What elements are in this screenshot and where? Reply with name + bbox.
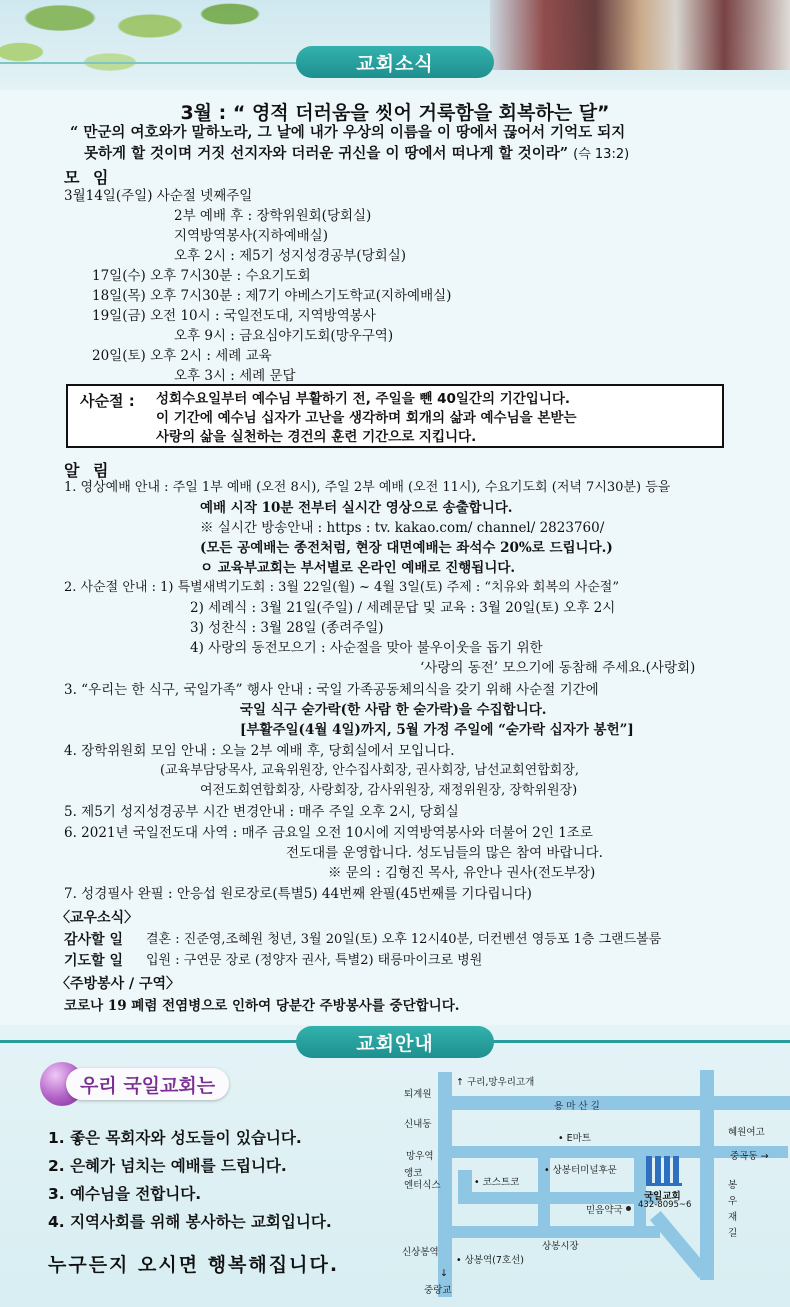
label-guri: [456, 1074, 534, 1088]
label-pharmacy: 믿음약국: [586, 1205, 623, 1216]
lent-label: 사순절 :: [80, 392, 135, 410]
lent-line: 성회수요일부터 예수님 부활하기 전, 주일을 뺀 40일간의 기간입니다.: [156, 391, 571, 407]
gathering-line: 18일(목) 오후 7시30분 : 제7기 야베스기도학교(지하예배실): [92, 288, 452, 304]
notice-line: 3) 성찬식 : 3월 28일 (종려주일): [190, 620, 384, 636]
notice-line: (교육부담당목사, 교육위원장, 안수집사회장, 권사회장, 남선교회연합회장,: [160, 763, 580, 778]
intro-item: 4. 지역사회를 위해 봉사하는 교회입니다.: [48, 1213, 332, 1231]
church-building-icon: [646, 1156, 682, 1186]
label-toegyewon: 퇴계원: [404, 1089, 432, 1100]
verse-reference: (슥 13:2): [573, 147, 630, 162]
prayer-text: 입원 : 구연문 장로 (정양자 권사, 특별2) 태릉마이크로 병원: [146, 953, 483, 968]
notice-line: 7. 성경필사 완필 : 안응섭 원로장로(특별5) 44번째 완필(45번째를 기다립니다): [64, 886, 532, 902]
gathering-title: 모 임: [64, 168, 113, 187]
month-theme: 3월 : “ 영적 더러움을 씻어 거룩함을 회복하는 달”: [180, 102, 610, 124]
label-sangbong: • 상봉역(7호선): [456, 1255, 524, 1266]
notice-line: 국일 식구 숟가락(한 사람 한 숟가락)을 수집합니다.: [240, 702, 547, 718]
notice-line: 4. 장학위원회 모임 안내 : 오늘 2부 예배 후, 당회실에서 모입니다.: [64, 743, 455, 759]
gathering-line: 오후 2시 : 제5기 성지성경공부(당회실): [174, 248, 406, 264]
label-sinsangbong: 신상봉역: [402, 1247, 439, 1258]
gathering-line: 17일(수) 오후 7시30분 : 수요기도회: [92, 268, 311, 284]
gathering-line: 20일(토) 오후 2시 : 세례 교육: [92, 348, 272, 364]
label-yongmasan: 용 마 산 길: [554, 1101, 600, 1112]
arrow-up-icon: ↑: [456, 1077, 464, 1088]
notices-title: 알 림: [64, 461, 113, 480]
thanks-label: 감사할 일: [64, 932, 123, 948]
location-dot: [626, 1206, 631, 1211]
location-map: [398, 1060, 790, 1307]
gathering-line: 19일(금) 오전 10시 : 국일전도대, 지역방역봉사: [92, 308, 376, 324]
label-mangu: 망우역: [406, 1151, 434, 1162]
choir-photo: [490, 0, 790, 70]
notice-line: ‘사랑의 동전’ 모으기에 동참해 주세요.(사랑회): [420, 660, 696, 676]
label-emart: • E마트: [558, 1133, 591, 1144]
label-costco: • 코스트코: [474, 1177, 520, 1188]
verse-line-2: 못하게 할 것이며 거짓 선지자와 더러운 귀신을 이 땅에서 떠나게 할 것이라”: [84, 145, 569, 162]
notice-line: 5. 제5기 성지성경공부 시간 변경안내 : 매주 주일 오후 2시, 당회실: [64, 804, 459, 820]
road-yongmasan: [438, 1096, 790, 1110]
notice-line: ※ 문의 : 김형진 목사, 유안나 권사(전도부장): [328, 865, 596, 881]
kitchen-text: 코로나 19 폐렴 전염병으로 인하여 당분간 주방봉사를 중단합니다.: [64, 998, 460, 1014]
label-junggok-text: 중곡동: [730, 1151, 758, 1162]
intro-item: 3. 예수님을 전합니다.: [48, 1185, 202, 1203]
arrow-right-icon: →: [760, 1151, 769, 1162]
divider: [0, 62, 300, 64]
notice-line: 여전도회연합회장, 사랑회장, 감사위원장, 재정위원장, 장학위원장): [200, 783, 578, 798]
notice-line: 예배 시작 10분 전부터 실시간 영상으로 송출합니다.: [200, 500, 513, 516]
label-encore: 앵코 엔터식스: [404, 1168, 441, 1191]
notice-line: 4) 사랑의 동전모으기 : 사순절을 맞아 불우이웃을 돕기 위한: [190, 640, 543, 656]
bible-verse: [70, 122, 750, 165]
intro-item: 2. 은혜가 넘치는 예배를 드립니다.: [48, 1157, 287, 1175]
notice-line: ㅇ 교육부교회는 부서별로 온라인 예배로 진행됩니다.: [200, 560, 516, 576]
label-phone: 432-8095~6: [638, 1200, 692, 1210]
intro-item: 1. 좋은 목회자와 성도들이 있습니다.: [48, 1129, 302, 1147]
kitchen-title: 〈주방봉사 / 구역〉: [56, 976, 181, 992]
section-title-news: 교회소식: [296, 46, 494, 78]
road-lower: [458, 1192, 658, 1204]
road-bottom: [438, 1226, 660, 1238]
label-bonguje: 봉 우 재 길: [728, 1180, 738, 1239]
notice-line: ※ 실시간 방송안내 : https : tv. kakao.com/ channel/ 2823760/: [200, 520, 605, 536]
notice-line: 3. “우리는 한 식구, 국일가족” 행사 안내 : 국일 가족공동체의식을 갖기 위해 사순절 기간에: [64, 682, 599, 698]
gathering-line: 오후 3시 : 세례 문답: [174, 368, 296, 384]
notice-line: [부활주일(4월 4일)까지, 5월 가정 주일에 “숟가락 십자가 봉헌”]: [240, 722, 634, 738]
label-guri-text: 구리,망우리고개: [467, 1077, 535, 1088]
notice-line: 전도대를 운영합니다. 성도님들의 많은 참여 바랍니다.: [286, 845, 603, 861]
notice-line: (모든 공예배는 종전처럼, 현장 대면예배는 좌석수 20%로 드립니다.): [200, 540, 613, 556]
members-title: 〈교우소식〉: [56, 910, 139, 926]
lent-line: 사랑의 삶을 실천하는 경건의 훈련 기간으로 지킵니다.: [156, 429, 477, 445]
label-market: 상봉시장: [542, 1241, 579, 1252]
gathering-line: 오후 9시 : 금요심야기도회(망우구역): [174, 328, 394, 344]
prayer-label: 기도할 일: [64, 953, 123, 969]
arrow-down-icon: ↓: [440, 1268, 448, 1279]
verse-line-1: “ 만군의 여호와가 말하노라, 그 날에 내가 우상의 이름을 이 땅에서 끊어서 기억도 되지: [70, 124, 626, 141]
lent-text: [156, 390, 716, 447]
intro-heading: [40, 1062, 260, 1106]
section-title-church-info: 교회안내: [296, 1026, 494, 1058]
notice-line: 2) 세례식 : 3월 21일(주일) / 세례문답 및 교육 : 3월 20일(토) 오후 2시: [190, 600, 616, 616]
lent-line: 이 기간에 예수님 십자가 고난을 생각하며 회개의 삶과 예수님을 본받는: [156, 410, 577, 426]
label-sinnae: 신내동: [404, 1119, 432, 1130]
slogan: 누구든지 오시면 행복해집니다.: [48, 1254, 340, 1276]
notice-line: 1. 영상예배 안내 : 주일 1부 예배 (오전 8시), 주일 2부 예배 (오전 11시), 수요기도회 (저녁 7시30분) 등을: [64, 480, 671, 495]
label-terminal: • 상봉터미널후문: [544, 1165, 617, 1176]
label-jungnang: 중랑교: [424, 1285, 452, 1296]
intro-title: 우리 국일교회는: [66, 1068, 229, 1100]
lent-box: [66, 384, 724, 448]
notice-line: 2. 사순절 안내 : 1) 특별새벽기도회 : 3월 22일(월) ~ 4월 3일(토) 주제 : “치유와 회복의 사순절”: [64, 580, 620, 595]
notice-line: 6. 2021년 국일전도대 사역 : 매주 금요일 오전 10시에 지역방역봉사와 더불어 2인 1조로: [64, 825, 593, 841]
label-junggok: [730, 1148, 769, 1162]
label-church: 국일교회: [644, 1191, 681, 1202]
gathering-line: 지역방역봉사(지하예배실): [174, 228, 328, 244]
thanks-text: 결혼 : 진준영,조혜원 청년, 3월 20일(토) 오후 12시40분, 더컨벤션 영등포 1층 그랜드볼룸: [146, 932, 662, 947]
leaf-decoration: [0, 0, 300, 90]
gathering-line: 2부 예배 후 : 장학위원회(당회실): [174, 208, 372, 224]
label-hyewon: 혜원여고: [728, 1127, 765, 1138]
verse-line-2-wrap: [70, 143, 750, 165]
gathering-line: 3월14일(주일) 사순절 넷째주일: [64, 188, 253, 204]
